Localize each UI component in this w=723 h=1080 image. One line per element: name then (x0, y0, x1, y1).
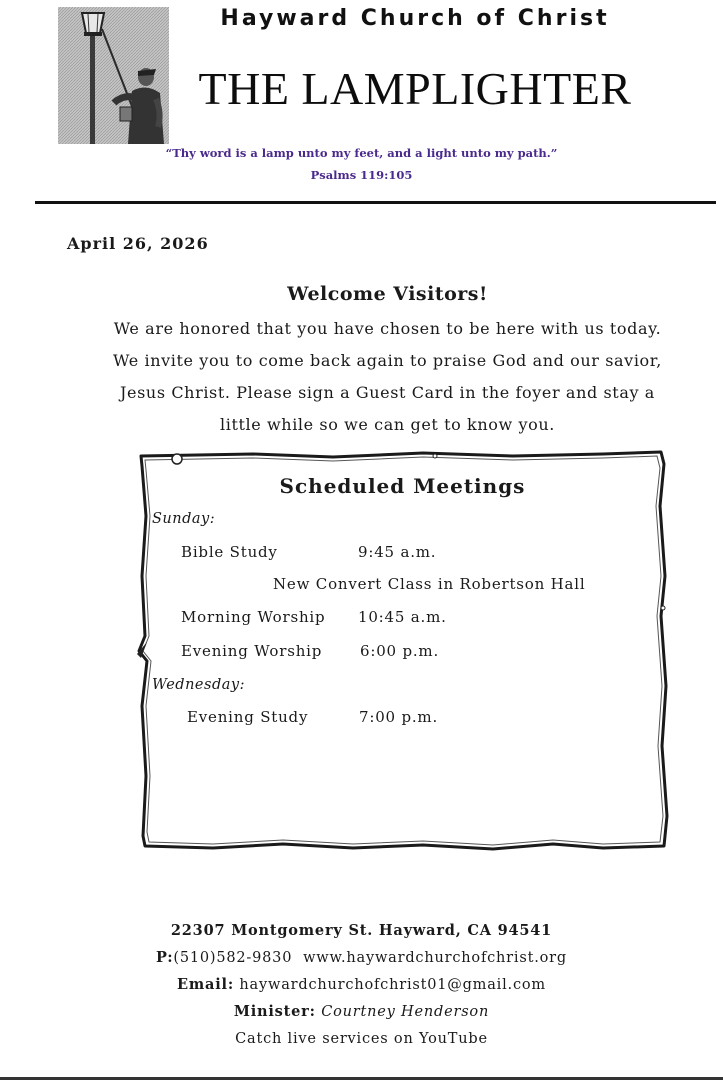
email-label: Email: (177, 976, 234, 993)
phone-number: (510)582-9830 (173, 950, 293, 966)
scripture-verse: “Thy word is a lamp unto my feet, and a light unto my path.” (165, 146, 558, 160)
meeting-name: Morning Worship (181, 608, 326, 626)
meetings-heading: Scheduled Meetings (279, 474, 526, 498)
welcome-heading: Welcome Visitors! (287, 283, 488, 305)
church-address: 22307 Montgomery St. Hayward, CA 94541 (170, 922, 553, 939)
minister-line (0, 1003, 723, 1020)
sunday-label: Sunday: (152, 511, 216, 527)
meeting-name: Evening Study (187, 708, 309, 726)
scripture-reference: Psalms 119:105 (310, 168, 413, 182)
bulletin-date: April 26, 2026 (67, 234, 209, 253)
welcome-line: little while so we can get to know you. (220, 415, 555, 434)
meeting-time: 9:45 a.m. (358, 543, 437, 561)
meeting-time: 10:45 a.m. (358, 608, 447, 626)
email-address[interactable]: haywardchurchofchrist01@gmail.com (239, 977, 546, 993)
header-divider (35, 201, 716, 204)
phone-label: P: (156, 949, 174, 966)
email-line (0, 976, 723, 993)
wednesday-label: Wednesday: (152, 677, 245, 693)
lamplighter-logo-icon (58, 7, 169, 144)
welcome-paragraph (40, 313, 723, 441)
convert-class-note: New Convert Class in Robertson Hall (273, 575, 586, 593)
minister-name: Courtney Henderson (321, 1004, 490, 1020)
meeting-time: 7:00 p.m. (359, 708, 439, 726)
welcome-line: We invite you to come back again to praise God and our savior, (113, 351, 662, 370)
welcome-line: Jesus Christ. Please sign a Guest Card in the foyer and stay a (120, 383, 655, 402)
church-name: Hayward Church of Christ (220, 6, 610, 31)
website-link[interactable]: www.haywardchurchofchrist.org (303, 950, 567, 966)
contact-line (0, 949, 723, 966)
meeting-name: Evening Worship (181, 642, 323, 660)
newsletter-title: THE LAMPLIGHTER (198, 63, 632, 114)
live-services-note: Catch live services on YouTube (235, 1031, 488, 1047)
meeting-name: Bible Study (181, 543, 278, 561)
meeting-time: 6:00 p.m. (360, 642, 440, 660)
minister-label: Minister: (233, 1003, 316, 1020)
welcome-line: We are honored that you have chosen to be here with us today. (113, 319, 662, 338)
